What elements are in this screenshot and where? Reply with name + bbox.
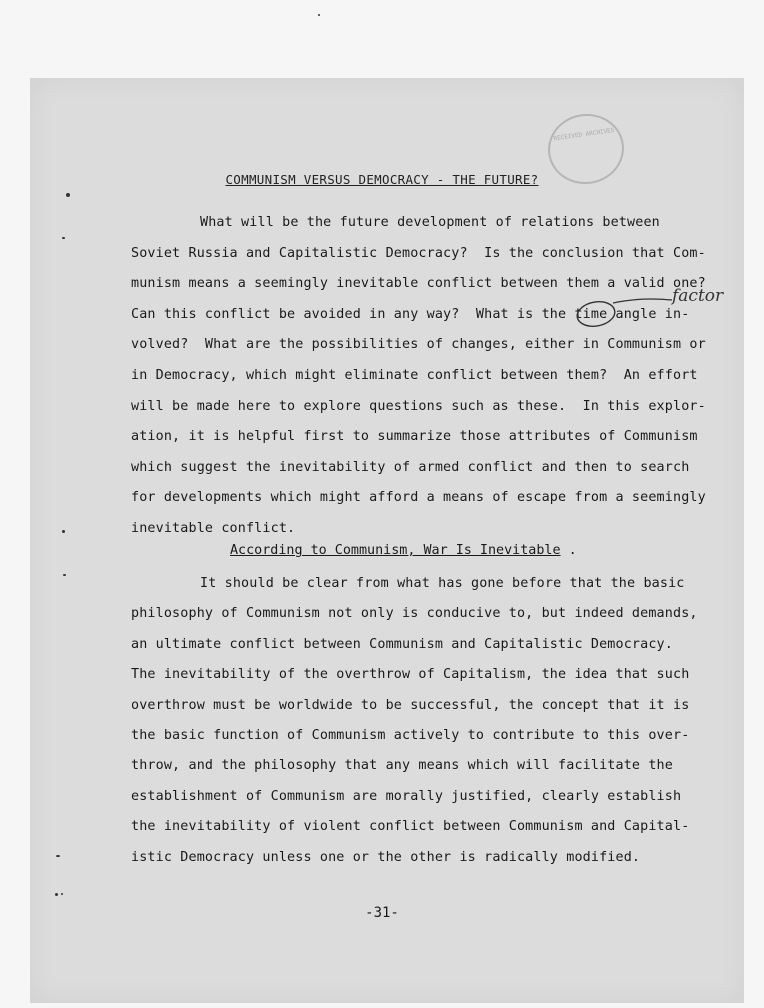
paragraph-2-line: establishment of Communism are morally justified, clearly establish [131,788,682,804]
paragraph-2-line: overthrow must be worldwide to be successful, the concept that it is [131,697,690,713]
paragraph-1-line: will be made here to explore questions such as these. In this explor- [131,398,706,414]
paragraph-2-line: istic Democracy unless one or the other is radically modified. [131,849,641,865]
archive-stamp: RECEIVED ARCHIVES [543,109,628,189]
paragraph-2-line: an ultimate conflict between Communism and Capitalistic Democracy. [131,636,673,652]
paragraph-1-line: What will be the future development of relations between [200,215,660,230]
page-title: COMMUNISM VERSUS DEMOCRACY - THE FUTURE? [225,172,539,187]
subheading-text: According to Communism, War Is Inevitable [230,543,561,558]
page-number: -31- [365,905,399,921]
annotation-circle [575,299,617,329]
annotation-text: factor [672,286,724,306]
paragraph-1-line: for developments which might afford a means of escape from a seemingly [131,490,706,506]
paragraph-1-line: Soviet Russia and Capitalistic Democracy? Is the conclusion that Com- [131,245,706,261]
paragraph-2-line: It should be clear from what has gone before that the basic [200,576,685,591]
paragraph-1-line: Can this conflict be avoided in any way? What is the time angle in- [131,306,690,322]
annotation-line [613,299,672,303]
paragraph-1-line: which suggest the inevitability of armed conflict and then to search [131,459,690,475]
paragraph-2-line: the inevitability of violent conflict between Communism and Capital- [131,819,690,835]
paragraph-1-line: in Democracy, which might eliminate conflict between them? An effort [131,368,698,383]
paragraph-1-line: inevitable conflict. [131,521,296,536]
paragraph-2-line: the basic function of Communism actively to contribute to this over- [131,728,690,743]
paragraph-1-line: volved? What are the possibilities of changes, either in Communism or [131,337,706,353]
paragraph-1-line: ation, it is helpful first to summarize those attributes of Communism [131,429,698,445]
paragraph-2-line: throw, and the philosophy that any means which will facilitate the [131,758,673,774]
paragraph-2-line: philosophy of Communism not only is conducive to, but indeed demands, [131,606,698,622]
paragraph-1-line: munism means a seemingly inevitable conflict between them a valid one? [131,276,706,292]
subheading-suffix: . [560,543,577,558]
paragraph-2-line: The inevitability of the overthrow of Capitalism, the idea that such [131,667,690,683]
